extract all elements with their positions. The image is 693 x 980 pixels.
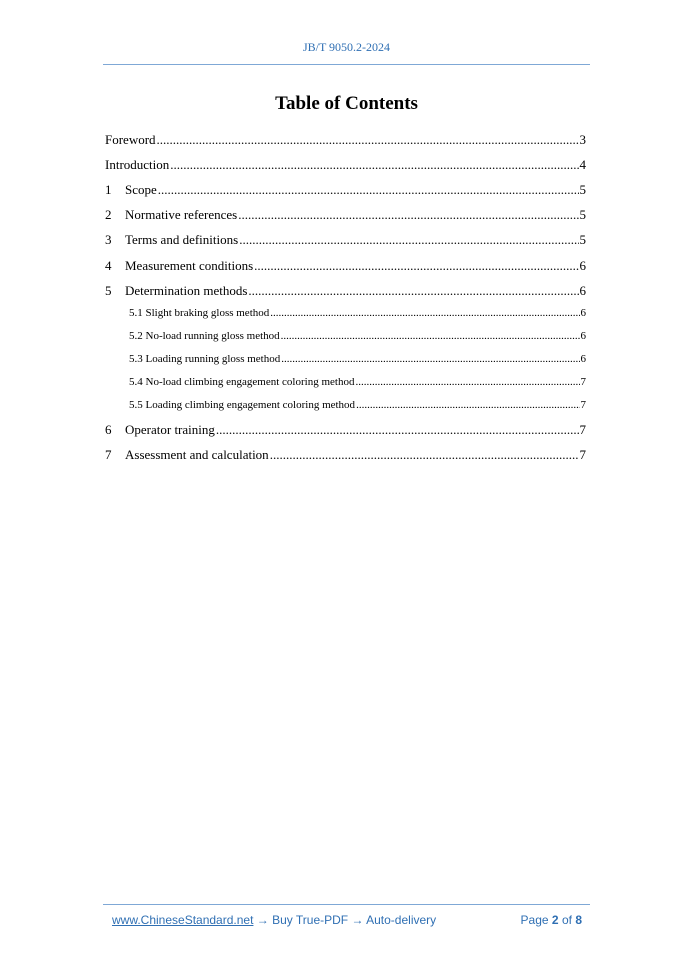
- toc-entry-label: 5.1 Slight braking gloss method: [129, 307, 270, 319]
- toc-entry-label: Foreword: [105, 132, 156, 147]
- toc-entry-number: 5: [105, 283, 112, 298]
- toc-entry-5-1[interactable]: [129, 307, 586, 319]
- footer-left: [112, 913, 436, 927]
- toc-page-number: 4: [579, 157, 586, 172]
- page-title: Table of Contents: [275, 93, 418, 114]
- toc-entry-label: Terms and definitions: [125, 232, 239, 247]
- toc-page-number: 7: [579, 422, 586, 437]
- toc-entry-number: 7: [105, 447, 112, 462]
- toc-entry-label: 5.2 No-load running gloss method: [129, 330, 280, 342]
- promo-text: → Buy True-PDF → Auto-delivery: [256, 913, 437, 927]
- toc-leader-dots: [239, 232, 578, 248]
- toc-entry-label: 5.5 Loading climbing engagement coloring method: [129, 399, 356, 411]
- toc-entry-number: 1: [105, 182, 112, 197]
- total-pages-number: 8: [575, 913, 582, 927]
- toc-entry-label: Introduction: [105, 157, 170, 172]
- toc-entry-label: Measurement conditions: [125, 258, 254, 273]
- toc-page-number: 6: [579, 258, 586, 273]
- toc-leader-dots: [248, 283, 578, 299]
- toc-page-number: 5: [579, 207, 586, 222]
- toc-leader-dots: [270, 447, 579, 463]
- page-indicator: [521, 913, 582, 927]
- website-link[interactable]: www.ChineseStandard.net: [112, 913, 254, 927]
- toc-entry-label: Scope: [125, 182, 157, 197]
- toc-entry-foreword[interactable]: [105, 132, 586, 148]
- toc-entry-normative-references[interactable]: [105, 207, 586, 223]
- toc-leader-dots: [157, 132, 579, 148]
- toc-entry-5-3[interactable]: [129, 353, 586, 365]
- toc-leader-dots: [281, 330, 580, 342]
- toc-entry-scope[interactable]: [105, 182, 586, 198]
- toc-leader-dots: [254, 258, 578, 274]
- toc-leader-dots: [170, 157, 578, 173]
- page-footer: [112, 913, 582, 927]
- toc-entry-number: 6: [105, 422, 112, 437]
- footer-divider: [103, 904, 590, 905]
- toc-entry-label: Determination methods: [125, 283, 248, 298]
- document-code-header: JB/T 9050.2-2024: [302, 40, 391, 54]
- toc-page-number: 6: [579, 283, 586, 298]
- toc-page-number: 6: [580, 330, 586, 342]
- toc-entry-determination-methods[interactable]: [105, 283, 586, 299]
- toc-entry-operator-training[interactable]: [105, 422, 586, 438]
- toc-leader-dots: [270, 307, 579, 319]
- toc-entry-label: 5.3 Loading running gloss method: [129, 353, 281, 365]
- toc-entry-5-2[interactable]: [129, 330, 586, 342]
- toc-entry-terms-and-definitions[interactable]: [105, 232, 586, 248]
- toc-leader-dots: [216, 422, 579, 438]
- toc-page-number: 5: [579, 232, 586, 247]
- toc-entry-label: 5.4 No-load climbing engagement coloring method: [129, 376, 355, 388]
- toc-entry-5-5[interactable]: [129, 399, 586, 411]
- toc-leader-dots: [281, 353, 579, 365]
- toc-entry-number: 2: [105, 207, 112, 222]
- of-word: of: [561, 913, 572, 927]
- toc-page-number: 7: [580, 399, 586, 411]
- toc-leader-dots: [238, 207, 578, 223]
- toc-entry-label: Assessment and calculation: [125, 447, 269, 462]
- toc-leader-dots: [355, 376, 579, 388]
- toc-leader-dots: [356, 399, 579, 411]
- toc-entry-label: Operator training: [125, 422, 215, 437]
- current-page-number: 2: [551, 913, 559, 927]
- toc-leader-dots: [158, 182, 579, 198]
- toc-entry-5-4[interactable]: [129, 376, 586, 388]
- toc-page-number: 6: [580, 307, 586, 319]
- toc-entry-label: Normative references: [125, 207, 238, 222]
- toc-entry-assessment-and-calculation[interactable]: [105, 447, 586, 463]
- toc-page-number: 6: [580, 353, 586, 365]
- toc-entry-introduction[interactable]: [105, 157, 586, 173]
- toc-page-number: 7: [580, 376, 586, 388]
- toc-entry-measurement-conditions[interactable]: [105, 258, 586, 274]
- toc-page-number: 5: [579, 182, 586, 197]
- toc-page-number: 7: [579, 447, 586, 462]
- toc-page-number: 3: [579, 132, 586, 147]
- page-word: Page: [520, 913, 549, 927]
- toc-entry-number: 4: [105, 258, 112, 273]
- toc-entry-number: 3: [105, 232, 112, 247]
